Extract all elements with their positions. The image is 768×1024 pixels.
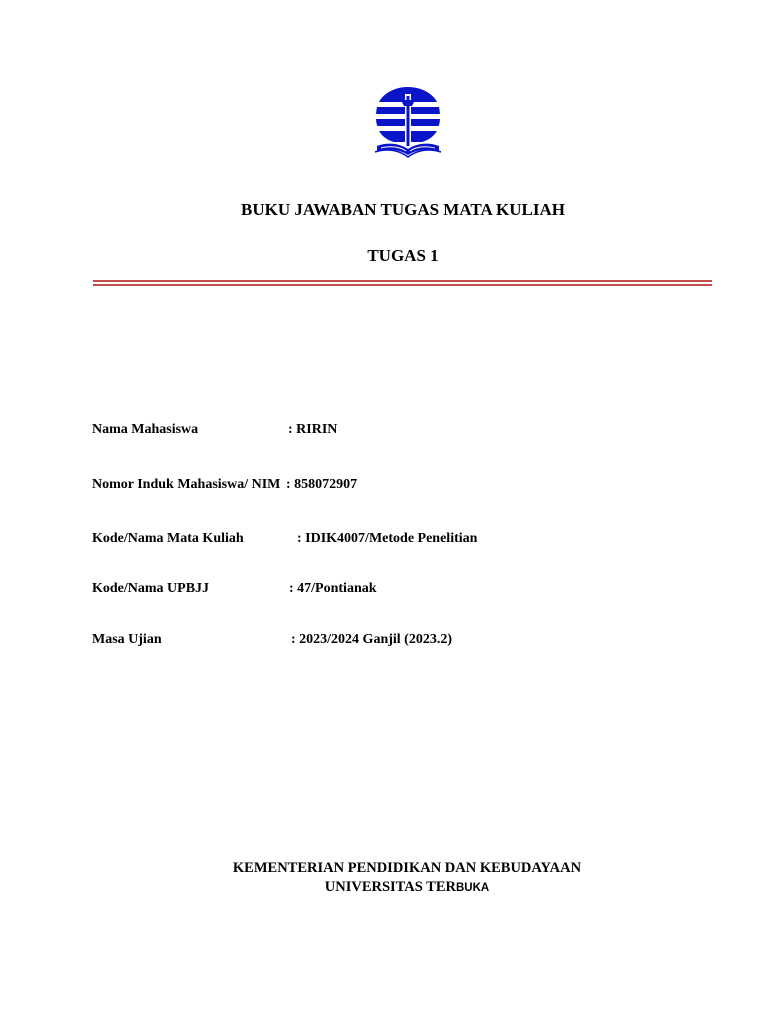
course-label: Kode/Nama Mata Kuliah [92,531,244,546]
exam-period-value: : 2023/2024 Ganjil (2023.2) [291,632,452,647]
universitas-terbuka-logo-icon [375,86,441,158]
document-title: BUKU JAWABAN TUGAS MATA KULIAH [241,200,565,219]
exam-period-label: Masa Ujian [92,632,162,647]
student-nim-value: : 858072907 [286,477,358,492]
university-name-tail: BUKA [455,882,490,894]
ministry-name: KEMENTERIAN PENDIDIKAN DAN KEBUDAYAAN [232,860,582,876]
title-divider [93,280,712,287]
course-value: : IDIK4007/Metode Penelitian [297,531,478,546]
assignment-number: TUGAS 1 [367,246,439,265]
university-name-main: UNIVERSITAS TER [324,879,456,895]
divider-line-top [93,280,712,282]
upbjj-label: Kode/Nama UPBJJ [92,581,210,596]
student-name-value: : RIRIN [288,422,338,437]
upbjj-value: : 47/Pontianak [289,581,377,596]
student-nim-label: Nomor Induk Mahasiswa/ NIM [92,477,281,492]
student-name-label: Nama Mahasiswa [92,422,199,437]
divider-line-bottom [93,284,712,286]
university-name [0,879,768,896]
